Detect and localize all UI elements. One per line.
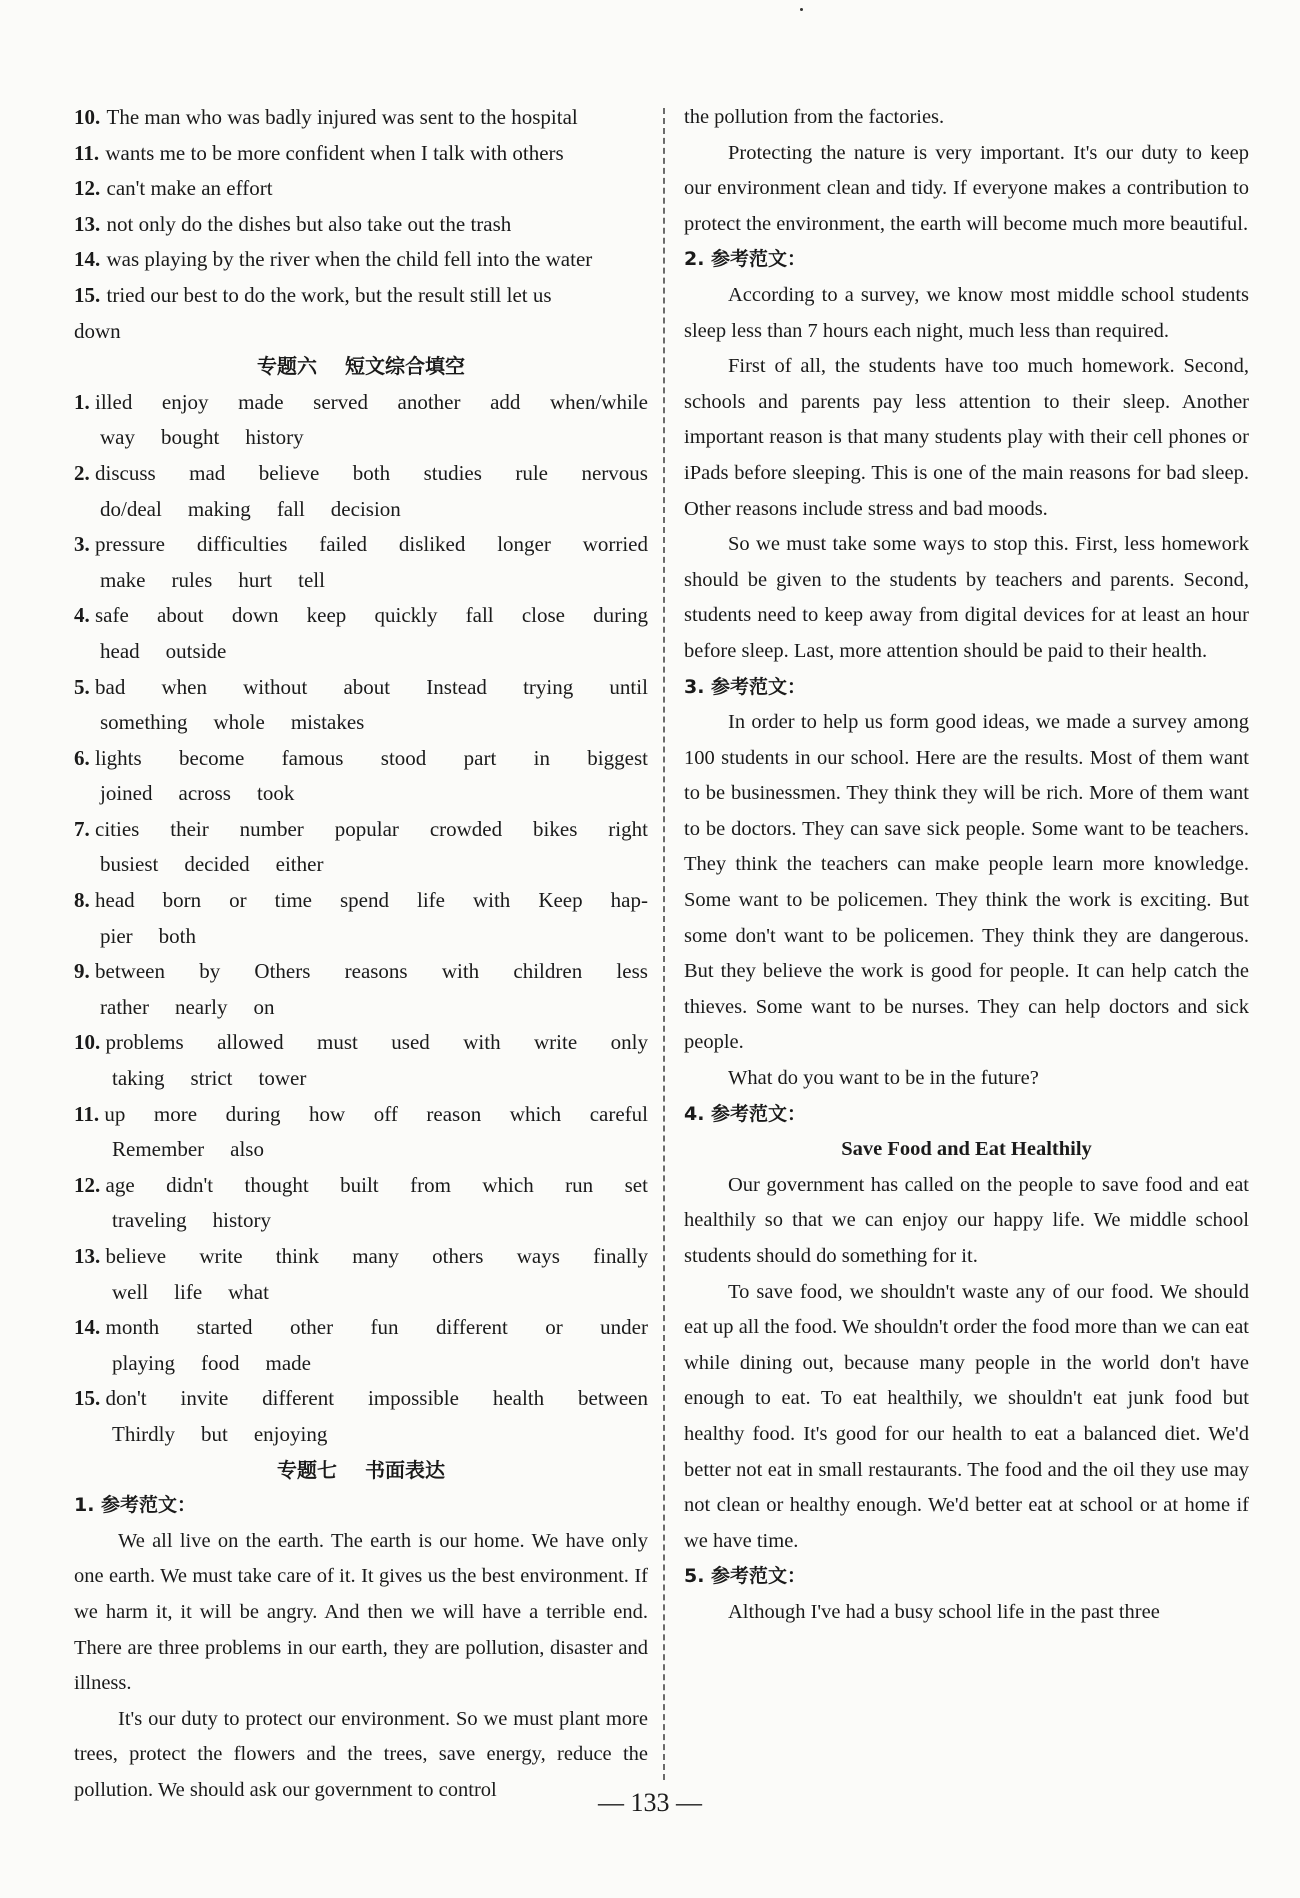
cloze-item-continued <box>74 634 648 670</box>
cloze-word: strict <box>190 1066 233 1091</box>
item-number: 12. <box>74 1172 101 1197</box>
item-answer: The man who was badly injured was sent to the hospital <box>106 105 578 129</box>
cloze-word: believe <box>258 460 320 485</box>
cloze-word: during <box>593 603 648 628</box>
cloze-word: playing <box>112 1350 175 1375</box>
essay-5-label: 5. 参考范文： <box>684 1565 807 1588</box>
item-number: 15. <box>74 1386 101 1411</box>
item-number: 3. <box>74 532 90 557</box>
cloze-word: enjoy <box>161 389 209 414</box>
cloze-word: other <box>289 1315 334 1340</box>
cloze-word: less <box>616 959 648 984</box>
cloze-word: mad <box>189 460 226 485</box>
cloze-word: ways <box>516 1244 560 1268</box>
cloze-word: stood <box>380 745 427 770</box>
cloze-word: history <box>245 425 304 450</box>
cloze-word: whole <box>213 710 265 735</box>
item-answer: can't make an effort <box>106 176 273 201</box>
cloze-word: write <box>199 1244 243 1268</box>
cloze-word: thought <box>244 1172 309 1197</box>
cloze-word: from <box>410 1172 451 1197</box>
cloze-word: way <box>100 425 135 450</box>
item-number: 5. <box>74 674 90 699</box>
cloze-word: with <box>472 888 511 913</box>
cloze-word: famous <box>281 745 344 770</box>
cloze-word: another <box>397 389 461 414</box>
essay-1-body <box>74 1524 648 1809</box>
section-six-heading: 专题六 短文综合填空 <box>257 354 465 379</box>
cloze-word: busiest <box>100 852 159 877</box>
cloze-word: problems <box>105 1030 184 1055</box>
cloze-item-continued <box>74 919 648 955</box>
essay-paragraph: Although I've had a busy school life in the past three <box>728 1600 1160 1623</box>
cloze-item-continued <box>74 1346 648 1382</box>
cloze-word: fall <box>465 603 494 628</box>
cloze-word: health <box>492 1386 545 1411</box>
essay-4-body <box>684 1168 1249 1560</box>
cloze-word: children <box>513 959 583 984</box>
cloze-word: life <box>416 888 445 913</box>
cloze-word: more <box>153 1101 198 1126</box>
essay-2-body <box>684 278 1249 670</box>
essay-2-label: 2. 参考范文： <box>684 248 807 271</box>
essay-paragraph: It's our duty to protect our environment. So we must plant more trees, protect the flowers and the trees, save energy, reduce the pollution. We should ask our government to control <box>74 1707 648 1801</box>
cloze-word: food <box>201 1350 240 1375</box>
item-answer: tried our best to do the work, but the result still let us <box>106 282 552 307</box>
cloze-first-word-group <box>74 670 125 706</box>
cloze-word: finally <box>593 1244 648 1268</box>
cloze-word: outside <box>165 638 227 663</box>
column-divider <box>663 108 665 1780</box>
item-answer: wants me to be more confident when I talk with others <box>105 140 564 165</box>
cloze-word: make <box>100 567 146 592</box>
cloze-item-continued <box>74 1132 648 1168</box>
cloze-word: made <box>265 1350 311 1375</box>
cloze-word: either <box>275 852 324 877</box>
cloze-word: mistakes <box>290 710 365 735</box>
cloze-word: pier <box>100 923 133 948</box>
cloze-word: studies <box>423 460 482 485</box>
page-number: — 133 — <box>598 1788 702 1817</box>
cloze-item <box>74 670 648 706</box>
cloze-word: both <box>352 460 391 485</box>
essay-1-label: 1. 参考范文： <box>74 1494 197 1517</box>
cloze-item <box>74 1097 648 1133</box>
cloze-word: also <box>230 1137 264 1162</box>
essay-paragraph: So we must take some ways to stop this. First, less homework should be given to the students by teachers and parents. Second, students need to keep away from digital devices for at least an hour before sleep. Last, more attention should be paid to their health. <box>684 533 1249 662</box>
cloze-word: become <box>179 745 245 770</box>
cloze-word: which <box>509 1101 562 1126</box>
essay-paragraph: What do you want to be in the future? <box>728 1067 1039 1090</box>
cloze-item-continued <box>74 705 648 741</box>
item-number: 10. <box>74 105 101 129</box>
cloze-item-continued <box>74 1203 648 1239</box>
cloze-word: hurt <box>238 567 273 592</box>
cloze-word: until <box>609 674 648 699</box>
translation-item-continued: down <box>74 318 121 343</box>
item-number: 7. <box>74 816 90 841</box>
cloze-item <box>74 1239 648 1275</box>
cloze-word: invite <box>180 1386 229 1411</box>
item-number: 14. <box>74 247 101 272</box>
cloze-word: between <box>95 959 165 984</box>
item-number: 4. <box>74 603 90 628</box>
cloze-first-word-group <box>74 1168 135 1204</box>
cloze-word: both <box>158 923 196 948</box>
cloze-word: or <box>229 888 247 913</box>
cloze-word: others <box>432 1244 484 1268</box>
cloze-first-word-group <box>74 1310 159 1346</box>
cloze-first-word-group <box>74 527 165 563</box>
cloze-word: allowed <box>217 1030 284 1055</box>
cloze-word: built <box>340 1172 379 1197</box>
translation-item <box>74 100 648 136</box>
section-seven-heading: 专题七 书面表达 <box>277 1457 445 1482</box>
cloze-item <box>74 812 648 848</box>
cloze-word: head <box>95 888 135 913</box>
cloze-word: disliked <box>398 532 466 557</box>
cloze-word: tower <box>258 1066 307 1091</box>
cloze-word: right <box>608 816 648 841</box>
cloze-word: believe <box>105 1244 167 1268</box>
cloze-word: must <box>317 1030 358 1055</box>
cloze-word: rules <box>171 567 213 592</box>
cloze-word: keep <box>306 603 347 628</box>
cloze-word: their <box>170 816 209 841</box>
item-number: 6. <box>74 745 90 770</box>
cloze-item-continued <box>74 563 648 599</box>
right-column <box>684 100 1249 1631</box>
cloze-first-word-group <box>74 883 135 919</box>
cloze-word: Thirdly <box>112 1421 175 1446</box>
cloze-word: on <box>253 994 275 1019</box>
cloze-word: fall <box>276 496 305 521</box>
cloze-word: add <box>490 389 521 414</box>
cloze-item-continued <box>74 1417 648 1453</box>
item-answer: was playing by the river when the child fell into the water <box>106 247 593 272</box>
cloze-word: think <box>275 1244 319 1268</box>
cloze-word: how <box>309 1101 346 1126</box>
cloze-word: Instead <box>426 674 487 699</box>
cloze-word: about <box>343 674 391 699</box>
item-number: 11. <box>74 1101 100 1126</box>
cloze-word: biggest <box>587 745 648 770</box>
cloze-word: failed <box>319 532 368 557</box>
essay-4-title: Save Food and Eat Healthily <box>841 1138 1092 1161</box>
cloze-word: careful <box>589 1101 648 1126</box>
essay-paragraph: Our government has called on the people to save food and eat healthily so that we can enjoy our happy life. We middle school students should do something for it. <box>684 1173 1249 1267</box>
cloze-first-word-group <box>74 741 142 777</box>
cloze-word: by <box>199 959 221 984</box>
cloze-word: don't <box>105 1386 147 1411</box>
cloze-first-word-group <box>74 385 132 421</box>
cloze-word: down <box>231 603 279 628</box>
cloze-word: took <box>256 781 295 806</box>
essay-4-label: 4. 参考范文： <box>684 1102 807 1125</box>
cloze-word: hap- <box>610 888 648 913</box>
cloze-word: enjoying <box>253 1421 328 1446</box>
item-number: 9. <box>74 959 90 984</box>
cloze-word: Others <box>254 959 311 984</box>
cloze-word: reason <box>426 1101 482 1126</box>
cloze-word: run <box>565 1172 594 1197</box>
cloze-word: rather <box>100 994 149 1019</box>
cloze-word: started <box>196 1315 253 1340</box>
cloze-word: lights <box>95 745 142 770</box>
cloze-word: life <box>174 1279 203 1304</box>
cloze-word: tell <box>298 567 325 592</box>
cloze-word: about <box>156 603 204 628</box>
translation-item <box>74 171 648 207</box>
cloze-word: with <box>441 959 480 984</box>
cloze-first-word-group <box>74 1239 166 1275</box>
scan-speck <box>800 8 803 11</box>
cloze-word: nearly <box>174 994 228 1019</box>
cloze-first-word-group <box>74 1381 147 1417</box>
cloze-item <box>74 456 648 492</box>
item-number: 2. <box>74 460 90 485</box>
cloze-word: but <box>201 1421 228 1446</box>
translation-answers <box>74 100 648 349</box>
cloze-item-continued <box>74 492 648 528</box>
cloze-word: well <box>112 1279 149 1304</box>
cloze-word: safe <box>95 603 129 628</box>
cloze-word: write <box>534 1030 578 1055</box>
cloze-word: number <box>239 816 304 841</box>
cloze-first-word-group <box>74 456 156 492</box>
cloze-word: illed <box>95 389 133 414</box>
cloze-word: time <box>274 888 312 913</box>
cloze-word: when/while <box>549 389 648 414</box>
cloze-word: worried <box>582 532 648 557</box>
item-number: 10. <box>74 1030 101 1055</box>
cloze-word: age <box>105 1172 135 1197</box>
cloze-item <box>74 741 648 777</box>
essay-paragraph: In order to help us form good ideas, we made a survey among 100 students in our school. Here are the results. Most of them want to be businessmen. They think they will be rich. More of them want to be doctors. They can save sick people. Some want to be teachers. They think the teachers can make people learn more knowledge. Some want to be policemen. They think the work is exciting. But some don't want to be policemen. They think they are dangerous. But they believe the work is good for people. It can help catch the thieves. Some want to be nurses. They can help doctors and sick people. <box>684 711 1249 1054</box>
cloze-word: pressure <box>95 532 165 557</box>
cloze-word: off <box>373 1101 398 1126</box>
translation-item <box>74 242 648 278</box>
left-column <box>74 100 648 1809</box>
essay-paragraph: We all live on the earth. The earth is our home. We have only one earth. We must take care of it. It gives us the best environment. If we harm it, it will be angry. And then we will have a terrible end. There are three problems in our earth, they are pollution, disaster and illness. <box>74 1529 648 1695</box>
item-number: 13. <box>74 1244 101 1268</box>
cloze-item <box>74 598 648 634</box>
cloze-item <box>74 954 648 990</box>
cloze-word: reasons <box>344 959 408 984</box>
cloze-word: Keep <box>538 888 583 913</box>
cloze-first-word-group <box>74 812 139 848</box>
cloze-word: fun <box>370 1315 399 1340</box>
cloze-word: do/deal <box>100 496 162 521</box>
cloze-word: decision <box>330 496 401 521</box>
cloze-word: part <box>463 745 497 770</box>
cloze-word: something <box>100 710 188 735</box>
cloze-word: only <box>610 1030 648 1055</box>
cloze-word: crowded <box>429 816 503 841</box>
cloze-word: with <box>463 1030 501 1055</box>
cloze-word: under <box>600 1315 648 1340</box>
item-number: 13. <box>74 211 101 236</box>
cloze-word: discuss <box>95 460 156 485</box>
cloze-item <box>74 1381 648 1417</box>
cloze-item <box>74 1025 648 1061</box>
item-number: 15. <box>74 282 101 307</box>
cloze-word: spend <box>339 888 389 913</box>
cloze-word: joined <box>100 781 153 806</box>
cloze-answers <box>74 385 648 1453</box>
cloze-word: traveling <box>112 1208 187 1233</box>
cloze-word: difficulties <box>196 532 288 557</box>
cloze-word: quickly <box>374 603 438 628</box>
essay-3-label: 3. 参考范文： <box>684 675 807 698</box>
cloze-word: born <box>162 888 202 913</box>
cloze-item-continued <box>74 420 648 456</box>
cloze-item-continued <box>74 847 648 883</box>
essay-paragraph: First of all, the students have too much homework. Second, schools and parents pay less attention to their sleep. Another important reason is that many students play with their cell phones or iPads before sleeping. This is one of the main reasons for bad sleep. Other reasons include stress and bad moods. <box>684 355 1249 520</box>
cloze-word: used <box>391 1030 430 1055</box>
cloze-item-continued <box>74 990 648 1026</box>
cloze-word: head <box>100 638 140 663</box>
cloze-word: up <box>104 1101 126 1126</box>
cloze-word: different <box>435 1315 508 1340</box>
cloze-item-continued <box>74 1275 648 1311</box>
cloze-word: served <box>313 389 368 414</box>
cloze-word: didn't <box>166 1172 214 1197</box>
cloze-item <box>74 385 648 421</box>
item-number: 14. <box>74 1315 101 1340</box>
cloze-item-continued <box>74 776 648 812</box>
cloze-word: which <box>482 1172 534 1197</box>
cloze-word: in <box>533 745 550 770</box>
cloze-word: Remember <box>112 1137 205 1162</box>
cloze-first-word-group <box>74 954 165 990</box>
cloze-word: taking <box>112 1066 165 1091</box>
item-answer: not only do the dishes but also take out the trash <box>106 211 512 236</box>
item-number: 11. <box>74 140 100 165</box>
cloze-word: popular <box>334 816 399 841</box>
cloze-word: longer <box>497 532 551 557</box>
cloze-word: during <box>225 1101 281 1126</box>
cloze-word: trying <box>523 674 574 699</box>
essay-paragraph: According to a survey, we know most middle school students sleep less than 7 hours each night, much less than required. <box>684 283 1249 342</box>
cloze-word: many <box>352 1244 399 1268</box>
cloze-item <box>74 1310 648 1346</box>
cloze-word: making <box>187 496 251 521</box>
essay-1-continued-line: the pollution from the factories. <box>684 106 945 128</box>
essay-paragraph: To save food, we shouldn't waste any of our food. We should eat up all the food. We shouldn't order the food more than we can eat while dining out, because many people in the world don't have enough to eat. To eat healthily, we shouldn't eat junk food but healthy food. It's good for our health to eat a balanced diet. We'd better not eat in small restaurants. The food and the oil they use may not clean or healthy enough. We'd better eat at school or at home if we have time. <box>684 1280 1249 1552</box>
cloze-first-word-group <box>74 1025 184 1061</box>
cloze-word: bought <box>161 425 220 450</box>
translation-item <box>74 136 648 172</box>
cloze-word: or <box>545 1315 563 1340</box>
cloze-word: cities <box>95 816 140 841</box>
cloze-word: what <box>228 1279 269 1304</box>
item-number: 12. <box>74 176 101 201</box>
cloze-first-word-group <box>74 598 129 634</box>
cloze-item <box>74 527 648 563</box>
essay-5-body <box>684 1595 1249 1631</box>
cloze-word: impossible <box>367 1386 459 1411</box>
essay-3-body <box>684 705 1249 1097</box>
essay-1-continued-paragraph: Protecting the nature is very important. It's our duty to keep our environment clean and tidy. If everyone makes a contribution to protect the environment, the earth will become much more beautiful. <box>684 141 1249 235</box>
cloze-word: across <box>178 781 231 806</box>
item-number: 8. <box>74 888 90 913</box>
cloze-word: bikes <box>533 816 578 841</box>
cloze-word: without <box>243 674 308 699</box>
cloze-word: made <box>238 389 284 414</box>
cloze-word: different <box>262 1386 335 1411</box>
translation-item <box>74 207 648 243</box>
cloze-word: close <box>521 603 565 628</box>
cloze-word: between <box>578 1386 648 1411</box>
cloze-word: nervous <box>581 460 648 485</box>
cloze-first-word-group <box>74 1097 125 1133</box>
translation-item <box>74 278 648 314</box>
cloze-word: bad <box>95 674 126 699</box>
cloze-word: set <box>624 1172 648 1197</box>
cloze-word: history <box>212 1208 271 1233</box>
cloze-word: month <box>105 1315 160 1340</box>
cloze-word: decided <box>184 852 250 877</box>
item-number: 1. <box>74 389 90 414</box>
cloze-word: rule <box>515 460 549 485</box>
cloze-item <box>74 883 648 919</box>
cloze-word: when <box>161 674 207 699</box>
cloze-item <box>74 1168 648 1204</box>
cloze-item-continued <box>74 1061 648 1097</box>
